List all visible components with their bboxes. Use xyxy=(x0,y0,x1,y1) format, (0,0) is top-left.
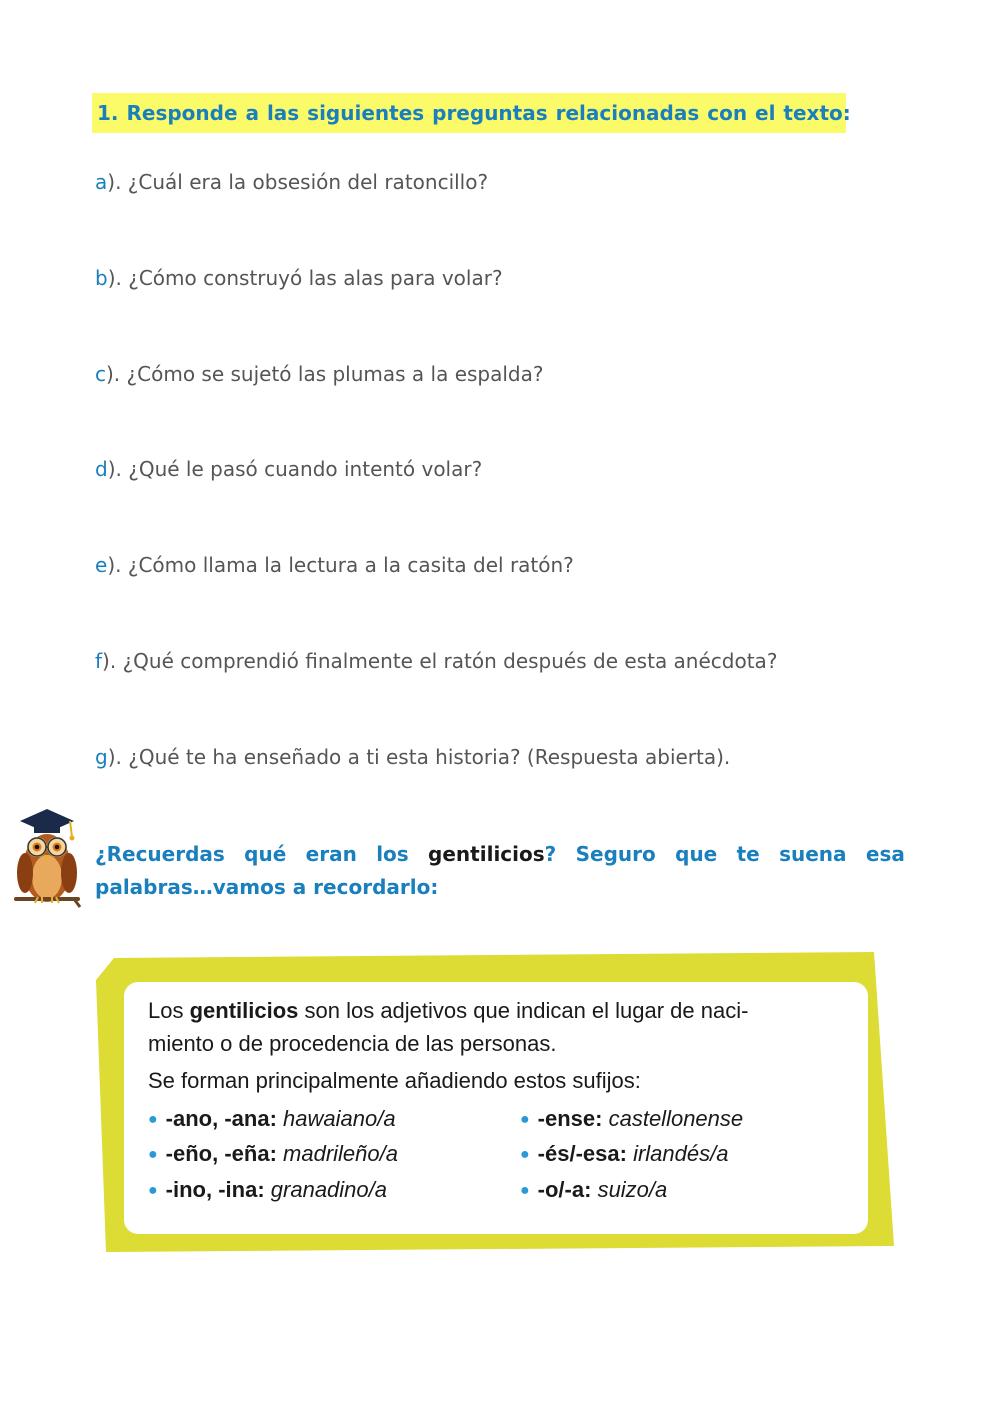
question-text: ). ¿Cómo llama la lectura a la casita del ratón? xyxy=(107,553,574,577)
gentilicios-definition xyxy=(148,994,852,1060)
formation-rule: Se forman principalmente añadiendo estos sufijos: xyxy=(148,1068,641,1093)
suffix-key: -ano, -ana: xyxy=(165,1106,277,1131)
suffix-example: irlandés/a xyxy=(633,1141,729,1166)
question-letter: c xyxy=(95,362,106,386)
suffix-key: -eño, -eña: xyxy=(165,1141,277,1166)
bullet-icon: ● xyxy=(520,1146,530,1163)
reminder-term-group xyxy=(428,838,556,871)
gentilicios-reminder xyxy=(95,838,905,904)
suffix-item xyxy=(520,1175,667,1206)
question-letter: f xyxy=(95,649,103,673)
question-text: ). ¿Qué te ha enseñado a ti esta historia? (Respuesta abierta). xyxy=(107,745,731,769)
question-letter: e xyxy=(95,553,108,577)
question-letter: a xyxy=(95,170,108,194)
suffix-key: -és/-esa: xyxy=(537,1141,627,1166)
reminder-word: Seguro xyxy=(575,842,656,866)
bullet-icon: ● xyxy=(148,1111,158,1128)
suffix-example: castellonense xyxy=(608,1106,744,1131)
reminder-word: ¿Recuerdas xyxy=(95,842,225,866)
suffix-example: suizo/a xyxy=(597,1177,668,1202)
suffix-key: -ino, -ina: xyxy=(165,1177,265,1202)
question-d xyxy=(95,457,482,481)
question-letter: d xyxy=(95,457,108,481)
question-text: ). ¿Qué comprendió finalmente el ratón después de esta anécdota? xyxy=(102,649,778,673)
question-text: ). ¿Cuál era la obsesión del ratoncillo? xyxy=(107,170,489,194)
suffix-key: -o/-a: xyxy=(537,1177,592,1202)
reminder-word: eran xyxy=(305,842,357,866)
reminder-word: qué xyxy=(244,842,287,866)
reminder-word: que xyxy=(675,842,718,866)
definition-text: son los adjetivos que indican el lugar de naci- xyxy=(298,998,749,1023)
suffix-item xyxy=(520,1139,728,1170)
question-text: ). ¿Qué le pasó cuando intentó volar? xyxy=(107,457,483,481)
graduation-owl-icon xyxy=(12,803,82,915)
suffix-item xyxy=(148,1175,387,1206)
question-letter: b xyxy=(95,266,108,290)
question-g xyxy=(95,745,730,769)
exercise-title: 1. Responde a las siguientes preguntas relacionadas con el texto: xyxy=(92,93,846,133)
reminder-word: ? xyxy=(544,842,557,866)
definition-text-line-2: miento o de procedencia de las personas. xyxy=(148,1031,557,1056)
reminder-word: esa xyxy=(865,842,905,866)
suffix-item xyxy=(520,1104,743,1135)
suffix-key: -ense: xyxy=(537,1106,603,1131)
question-f xyxy=(95,649,777,673)
suffix-example: granadino/a xyxy=(270,1177,387,1202)
suffix-example: madrileño/a xyxy=(283,1141,398,1166)
question-text: ). ¿Cómo se sujetó las plumas a la espalda? xyxy=(106,362,544,386)
suffix-example: hawaiano/a xyxy=(283,1106,396,1131)
bullet-icon: ● xyxy=(520,1182,530,1199)
bullet-icon: ● xyxy=(148,1146,158,1163)
question-text: ). ¿Cómo construyó las alas para volar? xyxy=(107,266,503,290)
reminder-word: te xyxy=(736,842,760,866)
definition-box xyxy=(124,982,868,1234)
suffix-item xyxy=(148,1139,398,1170)
definition-term: gentilicios xyxy=(189,998,299,1023)
bullet-icon: ● xyxy=(520,1111,530,1128)
reminder-word: los xyxy=(376,842,409,866)
suffix-item xyxy=(148,1104,396,1135)
reminder-term: gentilicios xyxy=(428,842,545,866)
bullet-icon: ● xyxy=(148,1182,158,1199)
definition-prefix: Los xyxy=(148,998,190,1023)
question-a xyxy=(95,170,488,194)
question-letter: g xyxy=(95,745,108,769)
question-b xyxy=(95,266,503,290)
reminder-line-2: palabras…vamos a recordarlo: xyxy=(95,875,439,899)
reminder-word: suena xyxy=(779,842,847,866)
question-c xyxy=(95,362,544,386)
question-e xyxy=(95,553,574,577)
reminder-line-1 xyxy=(95,838,905,871)
